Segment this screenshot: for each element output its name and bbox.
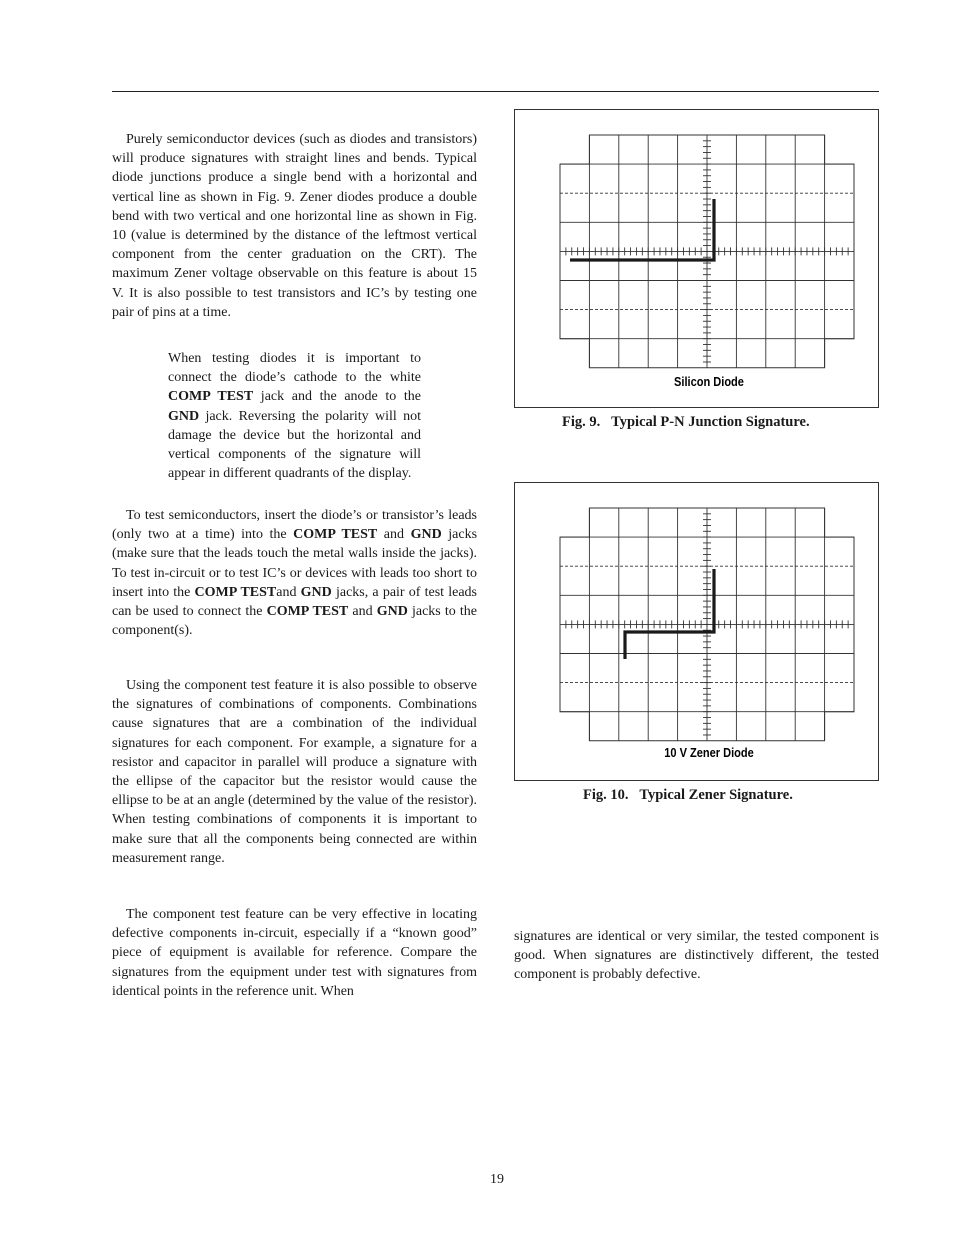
fig9-screen-label: Silicon Diode: [674, 374, 744, 390]
paragraph-combinations: Using the component test feature it is also possible to observe the signatures of combinations of components. Combinations cause signatures that are a combination of the individual signatures for each component. For example, a signature for a resistor and capacitor in parallel will produce a signature with the ellipse of the capacitor but the resistor would cause the ellipse to be at an angle (determined by the value of the resistor). When testing combinations of components it is important to make sure that all the components being connected are within measurement range.: [112, 678, 477, 866]
fig10-crt-graticule: [515, 483, 878, 780]
fig10-screen-label: 10 V Zener Diode: [664, 745, 754, 761]
fig9-caption: Fig. 9. Typical P-N Junction Signature.: [562, 414, 810, 430]
fig10-caption: Fig. 10. Typical Zener Signature.: [583, 787, 793, 803]
paragraph-signatures-continued: signatures are identical or very similar, the tested component is good. When signatures are distinctively different, the tested component is probably defective.: [514, 929, 879, 983]
diode-polarity-note: When testing diodes it is important to connect the diode’s cathode to the white COMP TEST jack and the anode to the GND jack. Reversing the polarity will not damage the device but the horizontal and vertical components of the signature will appear in different quadrants of the display.: [168, 351, 421, 482]
figure-10-box: [514, 482, 879, 781]
figure-9-box: [514, 109, 879, 408]
zener-diode-trace: [625, 569, 714, 659]
page-number: 19: [490, 1172, 504, 1187]
paragraph-semiconductor-signatures: Purely semiconductor devices (such as diodes and transistors) will produce signatures with straight lines and bends. Typical diode junctions produce a single bend with a horizontal and vertical line as shown in Fig. 9. Zener diodes produce a double bend with two vertical and one horizontal line as shown in Fig. 10 (value is determined by the distance of the leftmost vertical component from the center graduation on the CRT). The maximum Zener voltage observable on this feature is about 15 V. It is also possible to test transistors and IC’s by testing one pair of pins at a time.: [112, 132, 477, 320]
fig9-crt-graticule: [515, 110, 878, 407]
paragraph-defective-components: The component test feature can be very effective in locating defective components in-circuit, especially if a “known good” piece of equipment is available for reference. Compare the signatures from the equipment under test with signatures from identical points in the reference unit. When: [112, 907, 477, 999]
paragraph-test-semiconductors: To test semiconductors, insert the diode’s or transistor’s leads (only two at a time) into the COMP TEST and GND jacks (make sure that the leads touch the metal walls inside the jacks). To test in-circuit or to test IC’s or devices with leads too short to insert into the COMP TESTand GND jacks, a pair of test leads can be used to connect the COMP TEST and GND jacks to the component(s).: [112, 508, 478, 639]
header-rule: [112, 91, 879, 92]
